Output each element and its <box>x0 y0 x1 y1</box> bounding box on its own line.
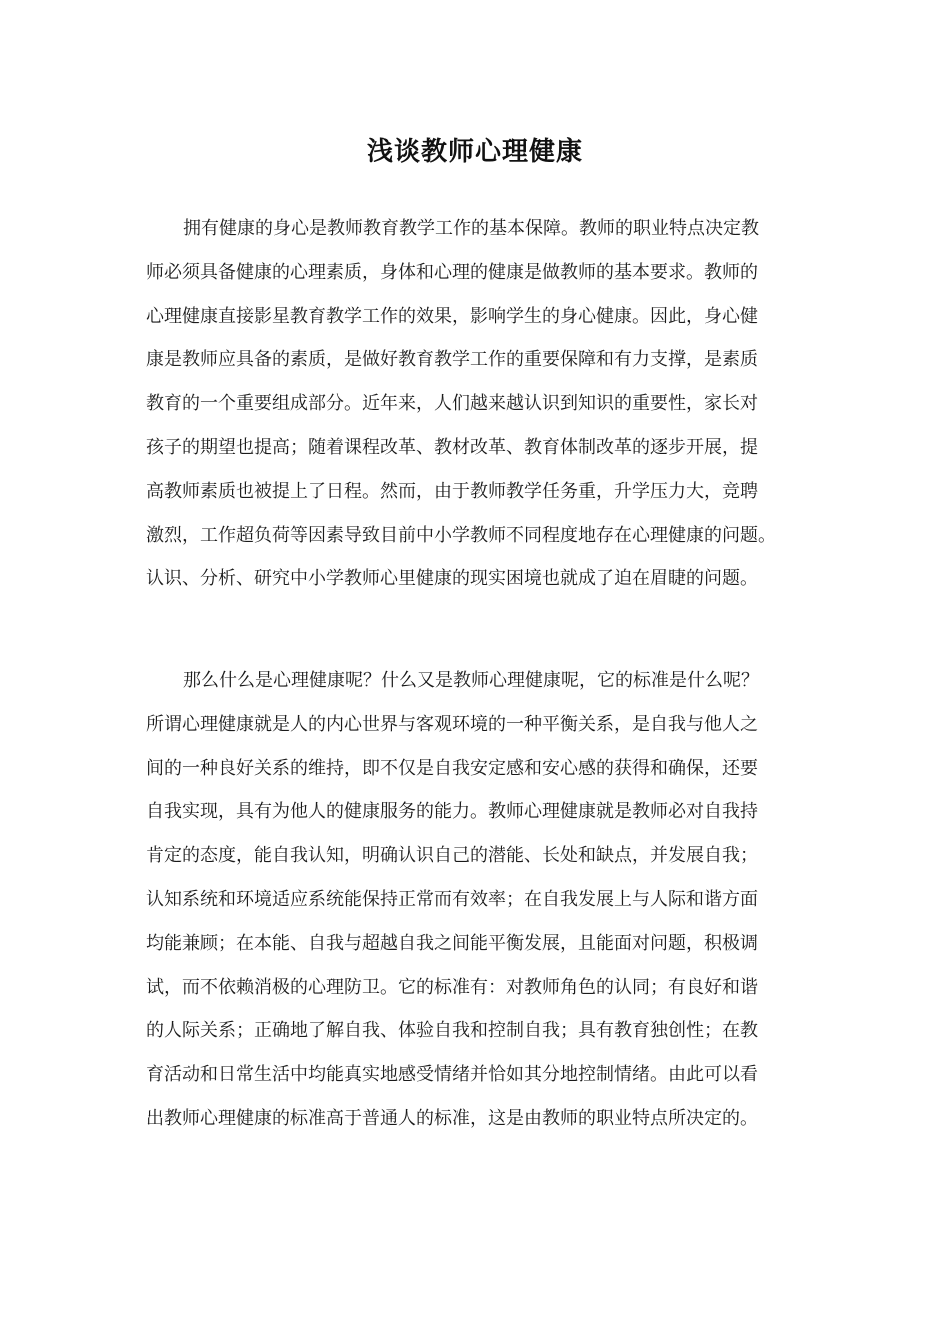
paragraph-line: 肯定的态度，能自我认知，明确认识自己的潜能、长处和缺点，并发展自我； <box>146 845 758 867</box>
paragraph-line: 自我实现，具有为他人的健康服务的能力。教师心理健康就是教师必对自我持 <box>146 801 758 823</box>
paragraph-line: 的人际关系；正确地了解自我、体验自我和控制自我；具有教育独创性；在教 <box>146 1020 758 1042</box>
paragraph-line: 高教师素质也被提上了日程。然而，由于教师教学任务重，升学压力大，竞聘 <box>146 480 758 502</box>
paragraph-line: 教育的一个重要组成部分。近年来，人们越来越认识到知识的重要性，家长对 <box>146 393 758 415</box>
paragraph-line: 那么什么是心理健康呢？什么又是教师心理健康呢，它的标准是什么呢？ <box>183 670 759 691</box>
paragraph-line: 育活动和日常生活中均能真实地感受情绪并恰如其分地控制情绪。由此可以看 <box>146 1064 758 1086</box>
paragraph-line: 试，而不依赖消极的心理防卫。它的标准有：对教师角色的认同；有良好和谐 <box>146 976 758 998</box>
paragraph-line: 出教师心理健康的标准高于普通人的标准，这是由教师的职业特点所决定的。 <box>146 1107 758 1129</box>
paragraph-line: 心理健康直接影星教育教学工作的效果，影响学生的身心健康。因此，身心健 <box>146 305 758 327</box>
paragraph-line: 激烈，工作超负荷等因素导致目前中小学教师不同程度地存在心理健康的问题。 <box>146 524 776 546</box>
document-title: 浅谈教师心理健康 <box>366 137 583 167</box>
paragraph-line: 拥有健康的身心是教师教育教学工作的基本保障。教师的职业特点决定教 <box>183 218 759 239</box>
paragraph-line: 间的一种良好关系的维持，即不仅是自我安定感和安心感的获得和确保，还要 <box>146 757 758 779</box>
paragraph-line: 均能兼顾；在本能、自我与超越自我之间能平衡发展，且能面对问题，积极调 <box>146 932 758 954</box>
paragraph-line: 认知系统和环境适应系统能保持正常而有效率；在自我发展上与人际和谐方面 <box>146 888 758 910</box>
paragraph-line: 师必须具备健康的心理素质，身体和心理的健康是做教师的基本要求。教师的 <box>146 261 758 283</box>
paragraph-1 <box>146 207 776 601</box>
paragraph-line: 所谓心理健康就是人的内心世界与客观环境的一种平衡关系，是自我与他人之 <box>146 713 758 735</box>
paragraph-2 <box>146 659 759 1141</box>
paragraph-line: 认识、分析、研究中小学教师心里健康的现实困境也就成了迫在眉睫的问题。 <box>146 568 758 590</box>
paragraph-line: 孩子的期望也提高；随着课程改革、教材改革、教育体制改革的逐步开展，提 <box>146 436 758 458</box>
paragraph-line: 康是教师应具备的素质，是做好教育教学工作的重要保障和有力支撑，是素质 <box>146 349 758 371</box>
